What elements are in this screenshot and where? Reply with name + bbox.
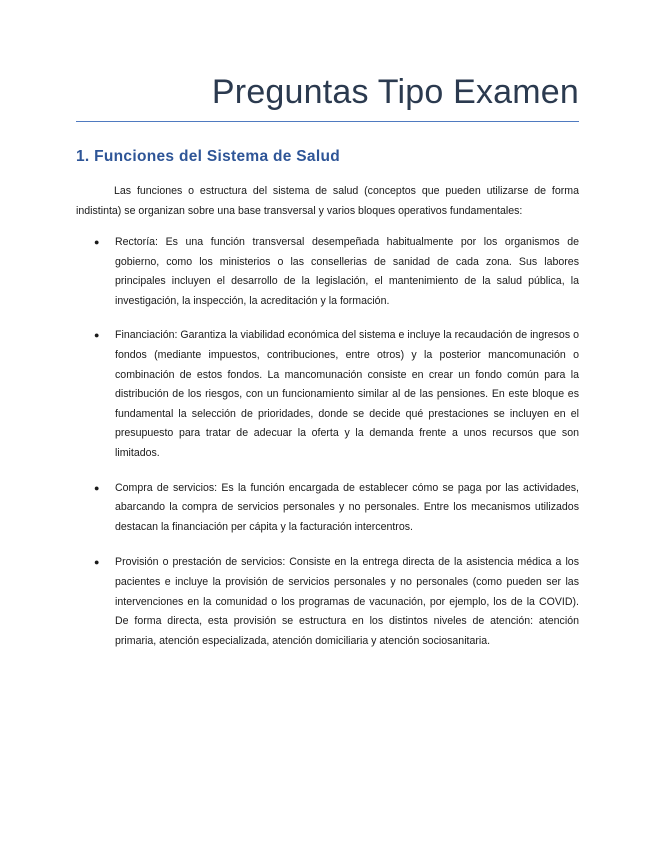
bullet-item-financiacion <box>76 326 579 463</box>
bullet-item-rectoria <box>76 233 579 311</box>
bullet-text: Rectoría: Es una función transversal desempeñada habitualmente por los organismos de gobierno, como los ministerios o las consellerias de sanidad de cada zona. Sus labores principales incluyen el desarrollo de la legislación, el mantenimiento de la salud pública, la investigación, la inspección, la acreditación y la formación. <box>115 236 579 307</box>
bullet-item-provision <box>76 553 579 651</box>
section-heading: 1. Funciones del Sistema de Salud <box>76 148 340 165</box>
title-divider <box>76 121 579 122</box>
bullet-text: Financiación: Garantiza la viabilidad económica del sistema e incluye la recaudación de ingresos o fondos (mediante impuestos, contribuciones, entre otros) y la posterior mancomunación o combinación de estos fondos. La mancomunación consiste en crear un fondo común para la distribución de los riesgos, con un funcionamiento similar al de las pensiones. En este bloque es fundamental la selección de prioridades, donde se decide qué prestaciones se incluyen en el presupuesto para tratar de adecuar la oferta y la demanda frente a unos recursos que son limitados. <box>115 329 579 459</box>
document-title: Preguntas Tipo Examen <box>211 73 579 111</box>
bullet-text: Compra de servicios: Es la función encargada de establecer cómo se paga por las actividades, abarcando la compra de servicios personales y no personales. Entre los mecanismos utilizados destacan la financiación per cápita y la facturación intercentros. <box>115 481 579 533</box>
intro-paragraph: Las funciones o estructura del sistema de salud (conceptos que pueden utilizarse de forma indistinta) se organizan sobre una base transversal y varios bloques operativos fundamentales: <box>76 185 579 217</box>
bullet-dot-icon: ● <box>94 237 100 247</box>
bullet-list <box>76 233 579 651</box>
bullet-dot-icon: ● <box>94 330 100 341</box>
bullet-dot-icon: ● <box>94 482 100 493</box>
bullet-text: Provisión o prestación de servicios: Consiste en la entrega directa de la asistencia médica a los pacientes e incluye la provisión de servicios personales y no personales (como pueden ser las intervenciones en la comunidad o los programas de vacunación, por ejemplo, los de la COVID). De forma directa, esta provisión se estructura en los distintos niveles de atención: atención primaria, atención especializada, atención domiciliaria y atención sociosanitaria. <box>115 556 579 647</box>
bullet-item-compra-servicios <box>76 479 579 538</box>
bullet-dot-icon: ● <box>94 557 100 568</box>
